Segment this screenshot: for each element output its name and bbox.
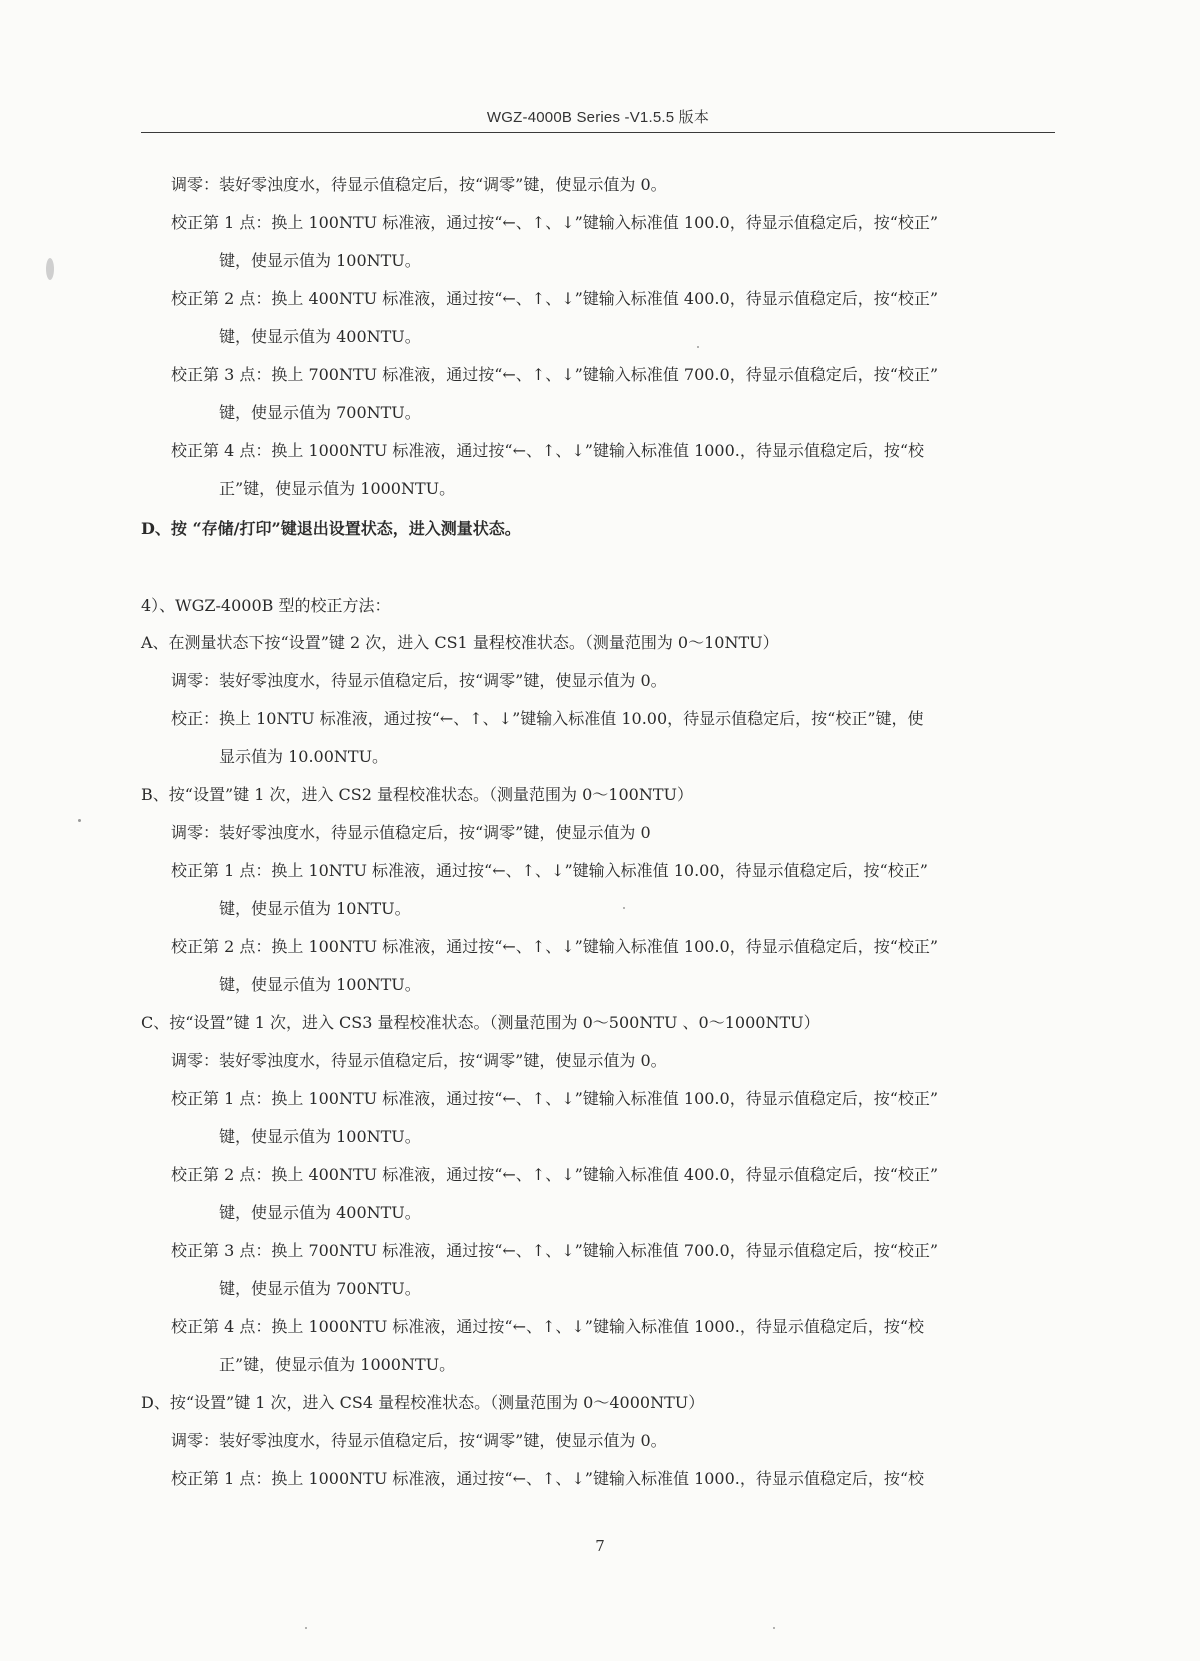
scan-speck [305,1627,307,1629]
section-heading: 4）、WGZ-4000B 型的校正方法： [141,596,391,615]
scan-speck [623,907,625,909]
section-line: D、按 “存储/打印”键退出设置状态，进入测量状态。 [141,519,521,538]
text-line: 校正第 3 点：换上 700NTU 标准液，通过按“←、↑、↓”键输入标准值 700.0，待显示值稳定后，按“校正” [171,1241,939,1260]
text-line: 校正第 1 点：换上 100NTU 标准液，通过按“←、↑、↓”键输入标准值 100.0，待显示值稳定后，按“校正” [171,1089,939,1108]
text-line: 正”键，使显示值为 1000NTU。 [219,479,456,498]
scan-speck [78,819,81,822]
text-line: 校正第 1 点：换上 100NTU 标准液，通过按“←、↑、↓”键输入标准值 100.0，待显示值稳定后，按“校正” [171,213,939,232]
text-line: 校正第 4 点：换上 1000NTU 标准液，通过按“←、↑、↓”键输入标准值 1000.，待显示值稳定后，按“校 [171,441,925,460]
section-line: C、按“设置”键 1 次，进入 CS3 量程校准状态。（测量范围为 0～500NTU 、0～1000NTU） [141,1013,820,1032]
text-line: 键，使显示值为 10NTU。 [219,899,411,918]
text-line: 键，使显示值为 700NTU。 [219,1279,421,1298]
text-line: 校正：换上 10NTU 标准液，通过按“←、↑、↓”键输入标准值 10.00，待显示值稳定后，按“校正”键，使 [171,709,924,728]
text-line: 校正第 2 点：换上 100NTU 标准液，通过按“←、↑、↓”键输入标准值 100.0，待显示值稳定后，按“校正” [171,937,939,956]
text-line: 校正第 1 点：换上 10NTU 标准液，通过按“←、↑、↓”键输入标准值 10.00，待显示值稳定后，按“校正” [171,861,928,880]
header-rule [141,132,1055,133]
text-line: 显示值为 10.00NTU。 [219,747,389,766]
text-line: 校正第 3 点：换上 700NTU 标准液，通过按“←、↑、↓”键输入标准值 700.0，待显示值稳定后，按“校正” [171,365,939,384]
text-line: 调零：装好零浊度水，待显示值稳定后，按“调零”键，使显示值为 0。 [171,671,667,690]
scan-speck [697,346,699,348]
scan-speck [773,1627,775,1629]
page-number: 7 [595,1537,605,1555]
text-line: 调零：装好零浊度水，待显示值稳定后，按“调零”键，使显示值为 0 [171,823,651,842]
text-line: 校正第 2 点：换上 400NTU 标准液，通过按“←、↑、↓”键输入标准值 400.0，待显示值稳定后，按“校正” [171,1165,939,1184]
text-line: 键，使显示值为 100NTU。 [219,1127,421,1146]
section-line: A、在测量状态下按“设置”键 2 次，进入 CS1 量程校准状态。（测量范围为 0～10NTU） [141,633,779,652]
text-line: 调零：装好零浊度水，待显示值稳定后，按“调零”键，使显示值为 0。 [171,175,667,194]
page-header: WGZ-4000B Series -V1.5.5 版本 [486,109,710,126]
section-line: D、按“设置”键 1 次，进入 CS4 量程校准状态。（测量范围为 0～4000NTU） [141,1393,705,1412]
text-line: 键，使显示值为 400NTU。 [219,327,421,346]
text-line: 校正第 2 点：换上 400NTU 标准液，通过按“←、↑、↓”键输入标准值 400.0，待显示值稳定后，按“校正” [171,289,939,308]
text-line: 键，使显示值为 100NTU。 [219,251,421,270]
text-line: 正”键，使显示值为 1000NTU。 [219,1355,456,1374]
scan-speck [46,258,54,280]
text-line: 校正第 1 点：换上 1000NTU 标准液，通过按“←、↑、↓”键输入标准值 1000.，待显示值稳定后，按“校 [171,1469,925,1488]
text-line: 调零：装好零浊度水，待显示值稳定后，按“调零”键，使显示值为 0。 [171,1431,667,1450]
text-line: 校正第 4 点：换上 1000NTU 标准液，通过按“←、↑、↓”键输入标准值 1000.，待显示值稳定后，按“校 [171,1317,925,1336]
text-line: 调零：装好零浊度水，待显示值稳定后，按“调零”键，使显示值为 0。 [171,1051,667,1070]
text-line: 键，使显示值为 100NTU。 [219,975,421,994]
text-line: 键，使显示值为 400NTU。 [219,1203,421,1222]
section-line: B、按“设置”键 1 次，进入 CS2 量程校准状态。（测量范围为 0～100NTU） [141,785,693,804]
text-line: 键，使显示值为 700NTU。 [219,403,421,422]
